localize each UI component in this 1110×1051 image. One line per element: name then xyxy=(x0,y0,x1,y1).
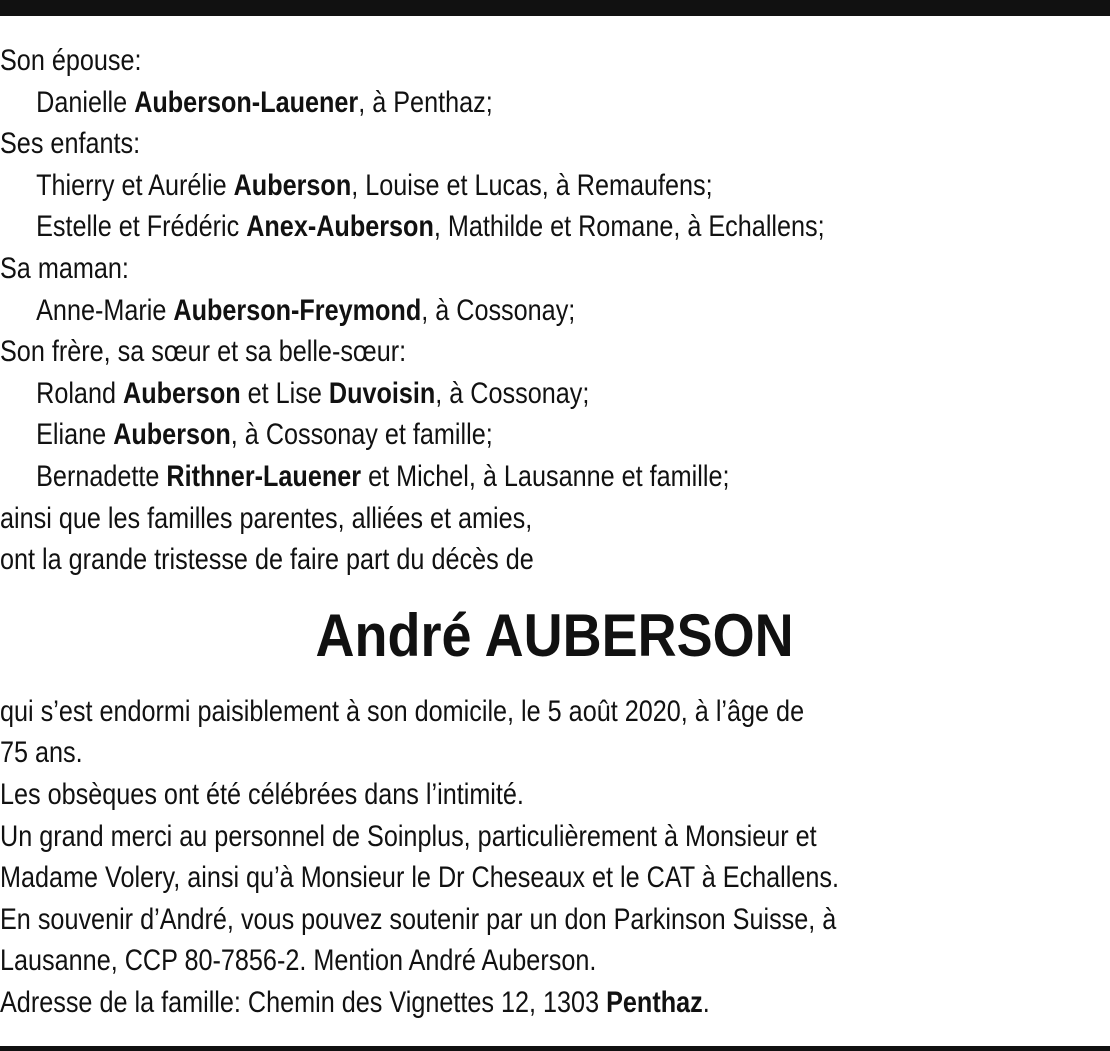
bottom-rule xyxy=(0,1046,1110,1051)
sibling-partner-surname: Duvoisin xyxy=(328,376,436,410)
sibling-line: Eliane Auberson, à Cossonay et famille; xyxy=(36,418,493,452)
mother-line: Anne-Marie Auberson-Freymond, à Cossonay; xyxy=(36,293,576,327)
spouse-heading: Son épouse: xyxy=(0,44,142,77)
body-line: Les obsèques ont été célébrées dans l’intimité. xyxy=(0,777,524,811)
child-line: Thierry et Aurélie Auberson, Louise et Lucas, à Remaufens; xyxy=(36,168,713,202)
body-line: qui s’est endormi paisiblement à son domicile, le 5 août 2020, à l’âge de xyxy=(0,694,805,728)
body-line: En souvenir d’André, vous pouvez soutenir par un don Parkinson Suisse, à xyxy=(0,902,837,936)
family-address: Adresse de la famille: Chemin des Vignettes 12, 1303 Penthaz. xyxy=(0,985,710,1019)
sibling-surname: Auberson xyxy=(113,418,231,452)
sibling-surname: Rithner-Lauener xyxy=(166,459,362,493)
siblings-heading: Son frère, sa sœur et sa belle-sœur: xyxy=(0,335,407,369)
body-line: Lausanne, CCP 80-7856-2. Mention André Auberson. xyxy=(0,944,597,978)
children-heading: Ses enfants: xyxy=(0,127,141,161)
mother-heading: Sa maman: xyxy=(0,251,129,285)
child-line: Estelle et Frédéric Anex-Auberson, Mathilde et Romane, à Echallens; xyxy=(36,210,825,244)
top-rule xyxy=(0,0,1110,16)
body-line: 75 ans. xyxy=(0,736,83,770)
closing-line: ainsi que les familles parentes, alliées et amies, xyxy=(0,501,533,535)
address-town: Penthaz xyxy=(606,985,703,1019)
body-line: Madame Volery, ainsi qu’à Monsieur le Dr Cheseaux et le CAT à Echallens. xyxy=(0,861,840,895)
death-notice xyxy=(0,40,1110,1023)
spouse-line: Danielle Auberson-Lauener, à Penthaz; xyxy=(36,85,493,119)
deceased-name-text: André AUBERSON xyxy=(315,601,795,669)
child-surname: Anex-Auberson xyxy=(246,210,434,244)
sibling-line: Roland Auberson et Lise Duvoisin, à Cossonay; xyxy=(36,376,590,410)
deceased-name xyxy=(0,581,1110,691)
spouse-surname: Auberson-Lauener xyxy=(134,85,359,119)
mother-surname: Auberson-Freymond xyxy=(173,293,422,327)
sibling-line: Bernadette Rithner-Lauener et Michel, à Lausanne et famille; xyxy=(36,459,730,493)
body-line: Un grand merci au personnel de Soinplus, particulièrement à Monsieur et xyxy=(0,819,817,853)
child-surname: Auberson xyxy=(233,168,352,202)
sibling-surname: Auberson xyxy=(122,376,241,410)
closing-line: ont la grande tristesse de faire part du décès de xyxy=(0,543,534,577)
